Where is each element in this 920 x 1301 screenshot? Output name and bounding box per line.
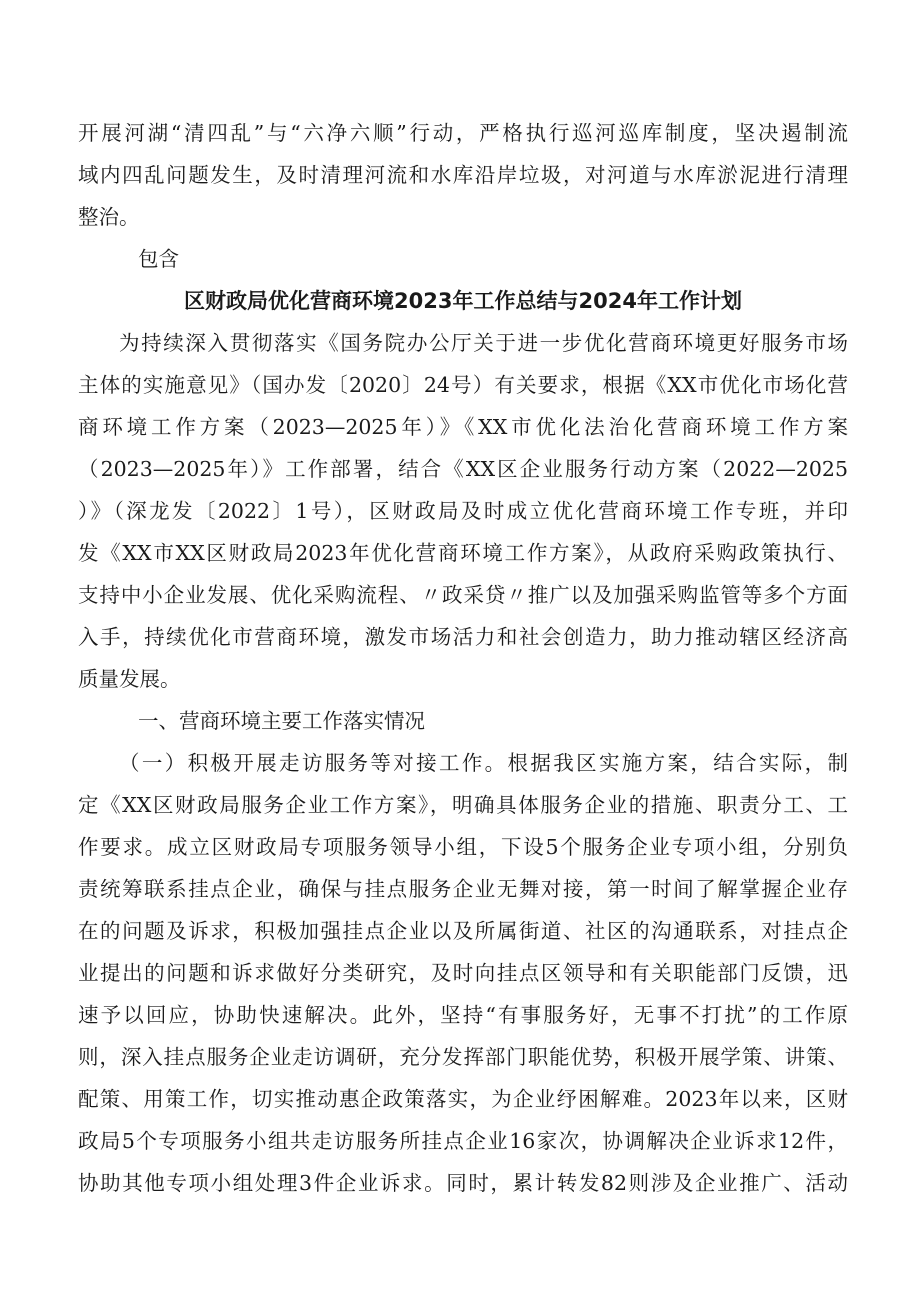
text-line: 配策、用策工作，切实推动惠企政策落实，为企业纾困解难。2023年以来，区财	[78, 1087, 848, 1111]
text-line: 发《XX市XX区财政局2023年优化营商环境工作方案》，从政府采购政策执行、	[78, 541, 848, 565]
text-line: 为持续深入贯彻落实《国务院办公厅关于进一步优化营商环境更好服务市场	[119, 331, 848, 355]
text-line: 商环境工作方案（2023—2025年）》《XX市优化法治化营商环境工作方案	[78, 415, 848, 439]
text-line: 速予以回应，协助快速解决。此外，坚持“有事服务好，无事不打扰”的工作原	[78, 1003, 848, 1027]
text-line: 支持中小企业发展、优化采购流程、〃政采贷〃推广以及加强采购监管等多个方面	[78, 583, 848, 607]
text-line: 协助其他专项小组处理3件企业诉求。同时，累计转发82则涉及企业推广、活动	[78, 1171, 848, 1195]
document-title: 区财政局优化营商环境2023年工作总结与2024年工作计划	[184, 289, 742, 313]
text-line: 入手，持续优化市营商环境，激发市场活力和社会创造力，助力推动辖区经济高	[78, 625, 848, 649]
text-line: 定《XX区财政局服务企业工作方案》，明确具体服务企业的措施、职责分工、工	[78, 793, 848, 817]
text-line: （2023—2025年）》工作部署，结合《XX区企业服务行动方案（2022—2025	[78, 457, 848, 481]
text-line: 则，深入挂点服务企业走访调研，充分发挥部门职能优势，积极开展学策、讲策、	[78, 1045, 848, 1069]
text-line: 作要求。成立区财政局专项服务领导小组，下设5个服务企业专项小组，分别负	[78, 835, 848, 859]
paragraph-1	[78, 322, 848, 700]
text-line: 整治。	[78, 205, 140, 229]
text-line: 主体的实施意见》（国办发〔2020〕24号）有关要求，根据《XX市优化市场化营	[78, 373, 848, 397]
text-line: 域内四乱问题发生，及时清理河流和水库沿岸垃圾，对河道与水库淤泥进行清理	[78, 163, 848, 187]
document-page	[78, 112, 848, 1204]
text-line: 开展河湖“清四乱”与“六净六顺”行动，严格执行巡河巡库制度，坚决遏制流	[78, 121, 848, 145]
text-line: 业提出的问题和诉求做好分类研究，及时向挂点区领导和有关职能部门反馈，迅	[78, 961, 848, 985]
intro-paragraph	[78, 112, 848, 238]
text-line: 责统筹联系挂点企业，确保与挂点服务企业无舞对接，第一时间了解掌握企业存	[78, 877, 848, 901]
text-line: ）》（深龙发〔2022〕1号），区财政局及时成立优化营商环境工作专班，并印	[78, 499, 848, 523]
contains-label: 包含	[138, 247, 179, 271]
text-line: 政局5个专项服务小组共走访服务所挂点企业16家次，协调解决企业诉求12件，	[78, 1129, 848, 1153]
paragraph-2	[78, 742, 848, 1204]
text-line: （一）积极开展走访服务等对接工作。根据我区实施方案，结合实际，制	[119, 751, 848, 775]
text-line: 在的问题及诉求，积极加强挂点企业以及所属街道、社区的沟通联系，对挂点企	[78, 919, 848, 943]
text-line: 质量发展。	[78, 667, 181, 691]
section-heading: 一、营商环境主要工作落实情况	[138, 709, 425, 733]
